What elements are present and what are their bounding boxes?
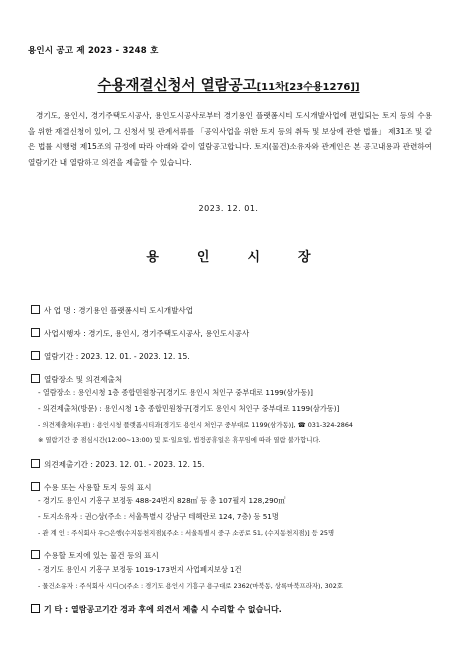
land-line: - 관 계 인 : 주식회사 우○은행(수지동천지점)[주소 : 서울특별시 중구 소공로 51, (수지동천지점)] 등 25명 bbox=[38, 529, 335, 537]
checkbox-square-icon bbox=[31, 328, 40, 337]
place-line: - 의견제출처(우편) : 용인시청 플랫폼시티과[경기도 용인시 처인구 중부대로 1199(삼가동)], ☎ 031-324-2864 bbox=[38, 421, 353, 429]
section-etc-text: 기 타 : 열람공고기간 경과 후에 의견서 제출 시 수리할 수 없습니다. bbox=[44, 605, 282, 614]
goods-line: - 물건소유자 : 주식회사 시디○(주소 : 경기도 용인시 기흥구 용구대로 2362(마북동, 상록마북프라자), 302호 bbox=[38, 582, 343, 590]
section-land-title: 수용 또는 사용할 토지 등의 표시 bbox=[44, 483, 152, 492]
checkbox-square-icon bbox=[31, 374, 40, 383]
section-operator-text: 사업시행자 : 경기도, 용인시, 경기주택도시공사, 용인도시공사 bbox=[44, 329, 250, 338]
notice-number: 용인시 공고 제 2023 - 3248 호 bbox=[28, 46, 159, 56]
section-operator bbox=[31, 328, 249, 339]
place-line: - 의견제출처(방문) : 용인시청 1층 종합민원창구[경기도 용인시 처인구 중부대로 1199(삼가동)] bbox=[38, 404, 340, 413]
section-period bbox=[31, 351, 190, 362]
goods-line: - 경기도 용인시 기흥구 보정동 1019-173번지 사업폐지보상 1건 bbox=[38, 565, 242, 574]
intro-paragraph: 경기도, 용인시, 경기주택도시공사, 용인도시공사로부터 경기용인 플랫폼시티 도시개발사업에 편입되는 토지 등의 수용을 위한 재결신청이 있어, 그 신청서 및 관계서류를 「공익사업을 위한 토지 등의 취득 및 보상에 관한 법률」 제31조 및 같은 법률 시행령 제15조의 규정에 따라 아래와 같이 열람공고합니다. 토지(물건)소유자와 관계인은 본 공고내용과 관련하여 열람기간 내 열람하고 의견을 제출할 수 있습니다. bbox=[28, 111, 432, 167]
checkbox-square-icon bbox=[31, 482, 40, 491]
section-period-text: 열람기간 : 2023. 12. 01. - 2023. 12. 15. bbox=[44, 352, 190, 361]
section-goods-title: 수용할 토지에 있는 물건 등의 표시 bbox=[44, 551, 159, 560]
place-line-note: ※ 열람기간 중 점심시간(12:00~13:00) 및 토·일요일, 법정공휴일은 휴무임에 따라 열람 불가합니다. bbox=[38, 436, 321, 444]
section-land bbox=[31, 482, 151, 493]
checkbox-square-icon bbox=[31, 351, 40, 360]
section-project-text: 사 업 명 : 경기용인 플랫폼시티 도시개발사업 bbox=[44, 306, 194, 315]
land-line: - 토지소유자 : 권○상(주소 : 서울특별시 강남구 테헤란로 124, 7층) 등 51명 bbox=[38, 512, 279, 521]
notice-title bbox=[0, 74, 457, 95]
section-place-title: 열람장소 및 의견제출처 bbox=[44, 375, 123, 384]
section-etc bbox=[31, 604, 282, 615]
section-project bbox=[31, 305, 193, 316]
section-opinion bbox=[31, 459, 204, 470]
notice-date: 2023. 12. 01. bbox=[198, 204, 259, 213]
section-place bbox=[31, 374, 122, 385]
checkbox-square-icon bbox=[31, 459, 40, 468]
section-goods bbox=[31, 550, 159, 561]
title-main: 수용재결신청서 열람공고 bbox=[97, 78, 257, 94]
section-opinion-text: 의견제출기간 : 2023. 12. 01. - 2023. 12. 15. bbox=[44, 460, 205, 469]
checkbox-square-icon bbox=[31, 604, 40, 613]
checkbox-square-icon bbox=[31, 550, 40, 559]
land-line: - 경기도 용인시 기흥구 보정동 488-24번지 828㎡ 등 총 107필지 128,290㎡ bbox=[38, 496, 286, 505]
issuer-name: 용인시장 bbox=[146, 250, 349, 265]
title-sub: [11차[23수용1276]] bbox=[256, 82, 360, 93]
checkbox-square-icon bbox=[31, 305, 40, 314]
place-line: - 열람장소 : 용인시청 1층 종합민원창구[경기도 용인시 처인구 중부대로 1199(삼가동)] bbox=[38, 388, 313, 397]
